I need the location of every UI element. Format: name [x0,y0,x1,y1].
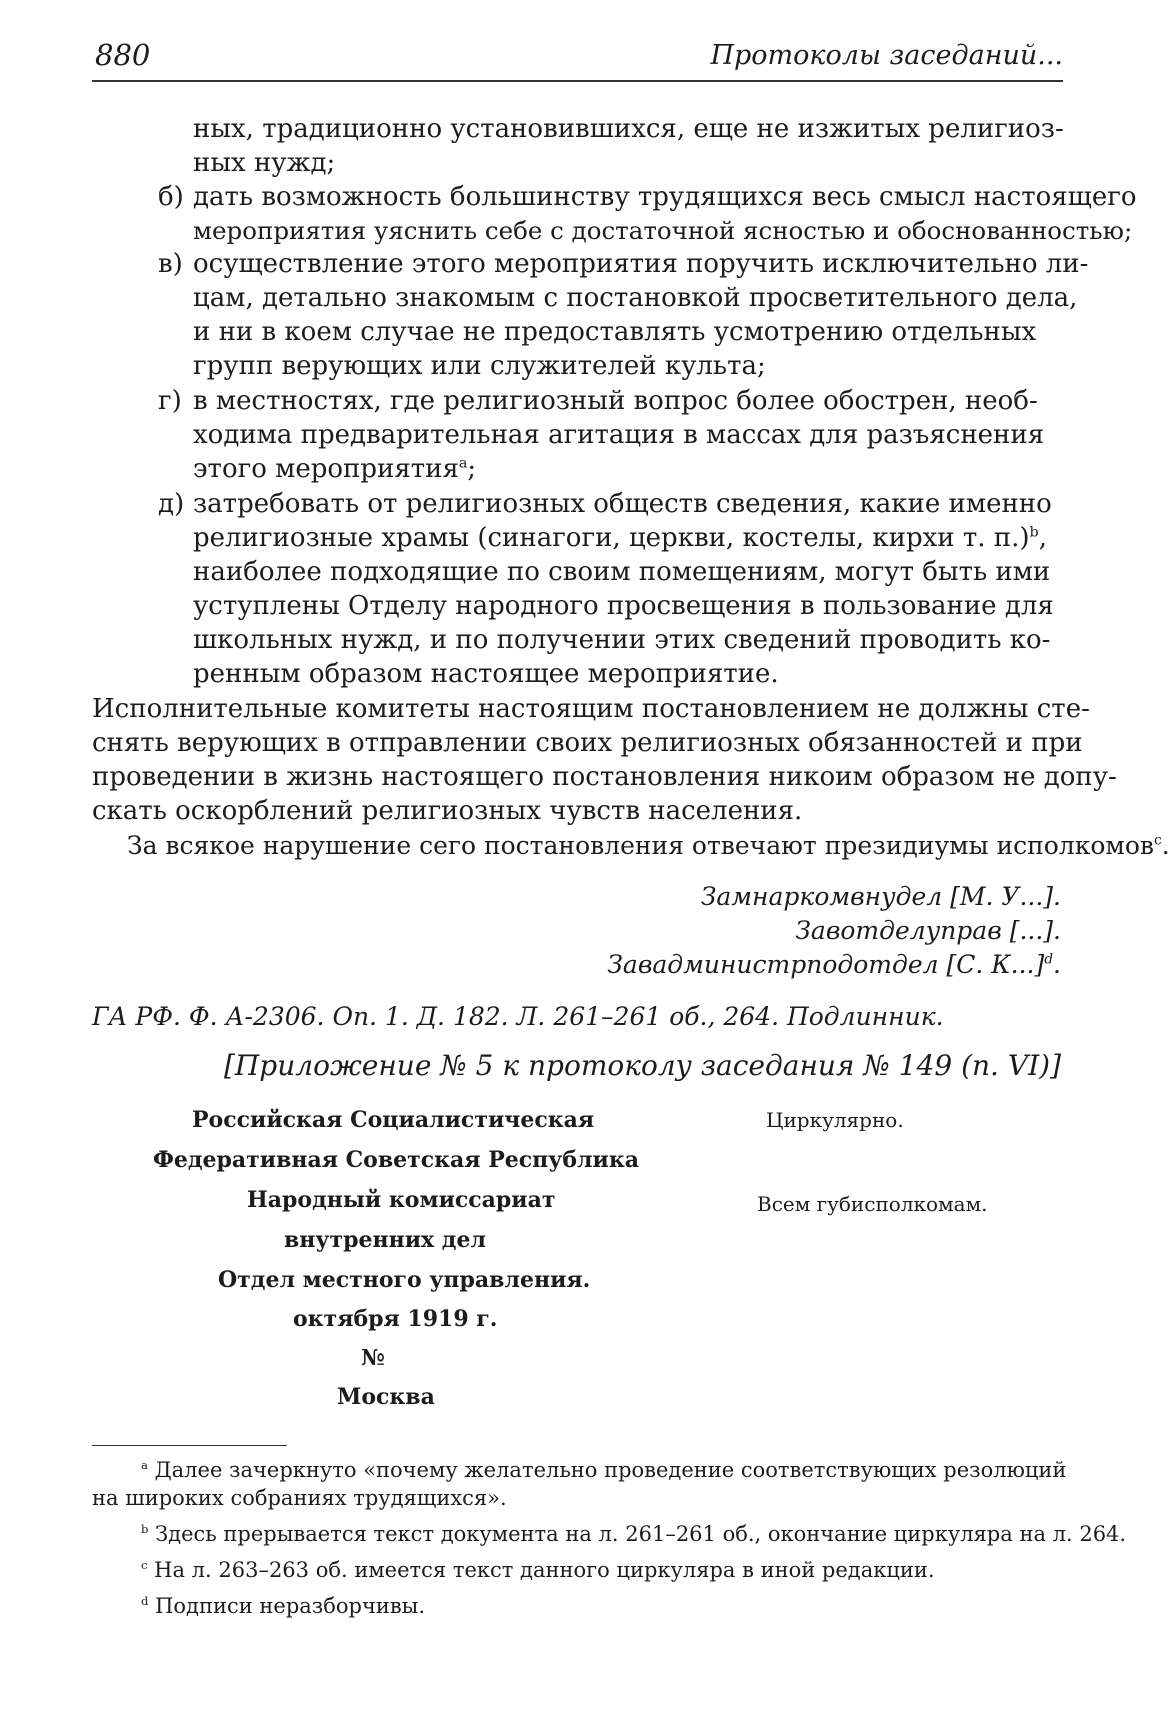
text-line: уступлены Отделу народного просвещения в пользование для [193,591,1054,621]
item-label: г) [158,386,182,416]
text-line: наиболее подходящие по своим помещениям, могут быть ими [193,557,1051,587]
footnote-ref: d [1044,951,1054,968]
signature: Завадминистрподотдел [С. К...]$^d$. [607,950,1061,979]
text-line: групп верующих или служителей культа; [193,351,766,381]
item-label: в) [158,249,183,279]
letterhead-line: № [361,1345,385,1371]
footnote: $^b$ Здесь прерывается текст документа на л. 261–261 об., окончание циркуляра на л. 264. [141,1522,1127,1546]
footnote: $^a$ Далее зачеркнуто «почему желательно проведение соответствующих резолюций [141,1458,1067,1482]
text-line: затребовать от религиозных обществ сведения, какие именно [193,489,1052,519]
letterhead-line: внутренних дел [284,1227,486,1253]
recipients: Всем губисполкомам. [757,1192,988,1216]
paragraph-line: скать оскорблений религиозных чувств населения. [92,796,803,826]
footnote: $^d$ Подписи неразборчивы. [141,1594,426,1618]
paragraph-line: проведении в жизнь настоящего постановления никоим образом не допу- [92,762,1117,792]
paragraph-line: За всякое нарушение сего постановления отвечают президиумы исполкомов$^c$. [127,831,1170,860]
circular-label: Циркулярно. [766,1108,904,1132]
letterhead-line: Народный комиссариат [247,1187,556,1213]
text-line: дать возможность большинству трудящихся весь смысл настоящего [193,182,1137,212]
paragraph-line: снять верующих в отправлении своих религиозных обязанностей и при [92,728,1083,758]
footnote-rule [92,1445,287,1446]
page-number: 880 [95,38,151,72]
text-line: ных нужд; [193,148,336,178]
signature: Завотделуправ [...]. [795,916,1061,945]
letterhead-line: октября 1919 г. [293,1306,498,1332]
text-line: религиозные храмы (синагоги, церкви, костелы, кирхи т. п.)$^b$, [193,523,1047,553]
item-label: д) [158,489,185,519]
footnote: на широких собраниях трудящихся». [92,1486,507,1510]
letterhead-line: Москва [337,1384,435,1410]
archive-reference: ГА РФ. Ф. А-2306. Оп. 1. Д. 182. Л. 261–261 об., 264. Подлинник. [92,1002,944,1031]
text-line: в местностях, где религиозный вопрос более обострен, необ- [193,386,1038,416]
signature: Замнаркомвнудел [М. У...]. [700,882,1061,911]
running-title: Протоколы заседаний... [710,40,1063,71]
footnote: $^c$ На л. 263–263 об. имеется текст данного циркуляра в иной редакции. [141,1558,935,1582]
letterhead-line: Отдел местного управления. [218,1267,591,1293]
letterhead-line: Российская Социалистическая [192,1107,595,1133]
text-line: цам, детально знакомым с постановкой просветительного дела, [193,283,1078,313]
text-line: ходима предварительная агитация в массах для разъяснения [193,420,1045,450]
header-rule [92,80,1063,82]
letterhead-line: Федеративная Советская Республика [153,1147,639,1173]
text-line: ренным образом настоящее мероприятие. [193,659,779,689]
text-line: школьных нужд, и по получении этих сведений проводить ко- [193,625,1051,655]
text-line: и ни в коем случае не предоставлять усмотрению отдельных [193,317,1037,347]
footnote-ref: c [1153,832,1162,849]
footnote-ref: b [1029,524,1039,541]
text-line: этого мероприятия$^a$; [193,454,477,484]
item-label: б) [158,182,184,212]
paragraph-line: Исполнительные комитеты настоящим постановлением не должны сте- [92,694,1090,724]
text-line: ных, традиционно установившихся, еще не изжитых религиоз- [193,114,1064,144]
appendix-title: [Приложение № 5 к протоколу заседания № 149 (п. VI)] [223,1049,1061,1082]
text-line: осуществление этого мероприятия поручить исключительно ли- [193,249,1089,279]
text-line: мероприятия уяснить себе с достаточной ясностью и обоснованностью; [193,216,1133,245]
footnote-ref: a [458,455,468,472]
